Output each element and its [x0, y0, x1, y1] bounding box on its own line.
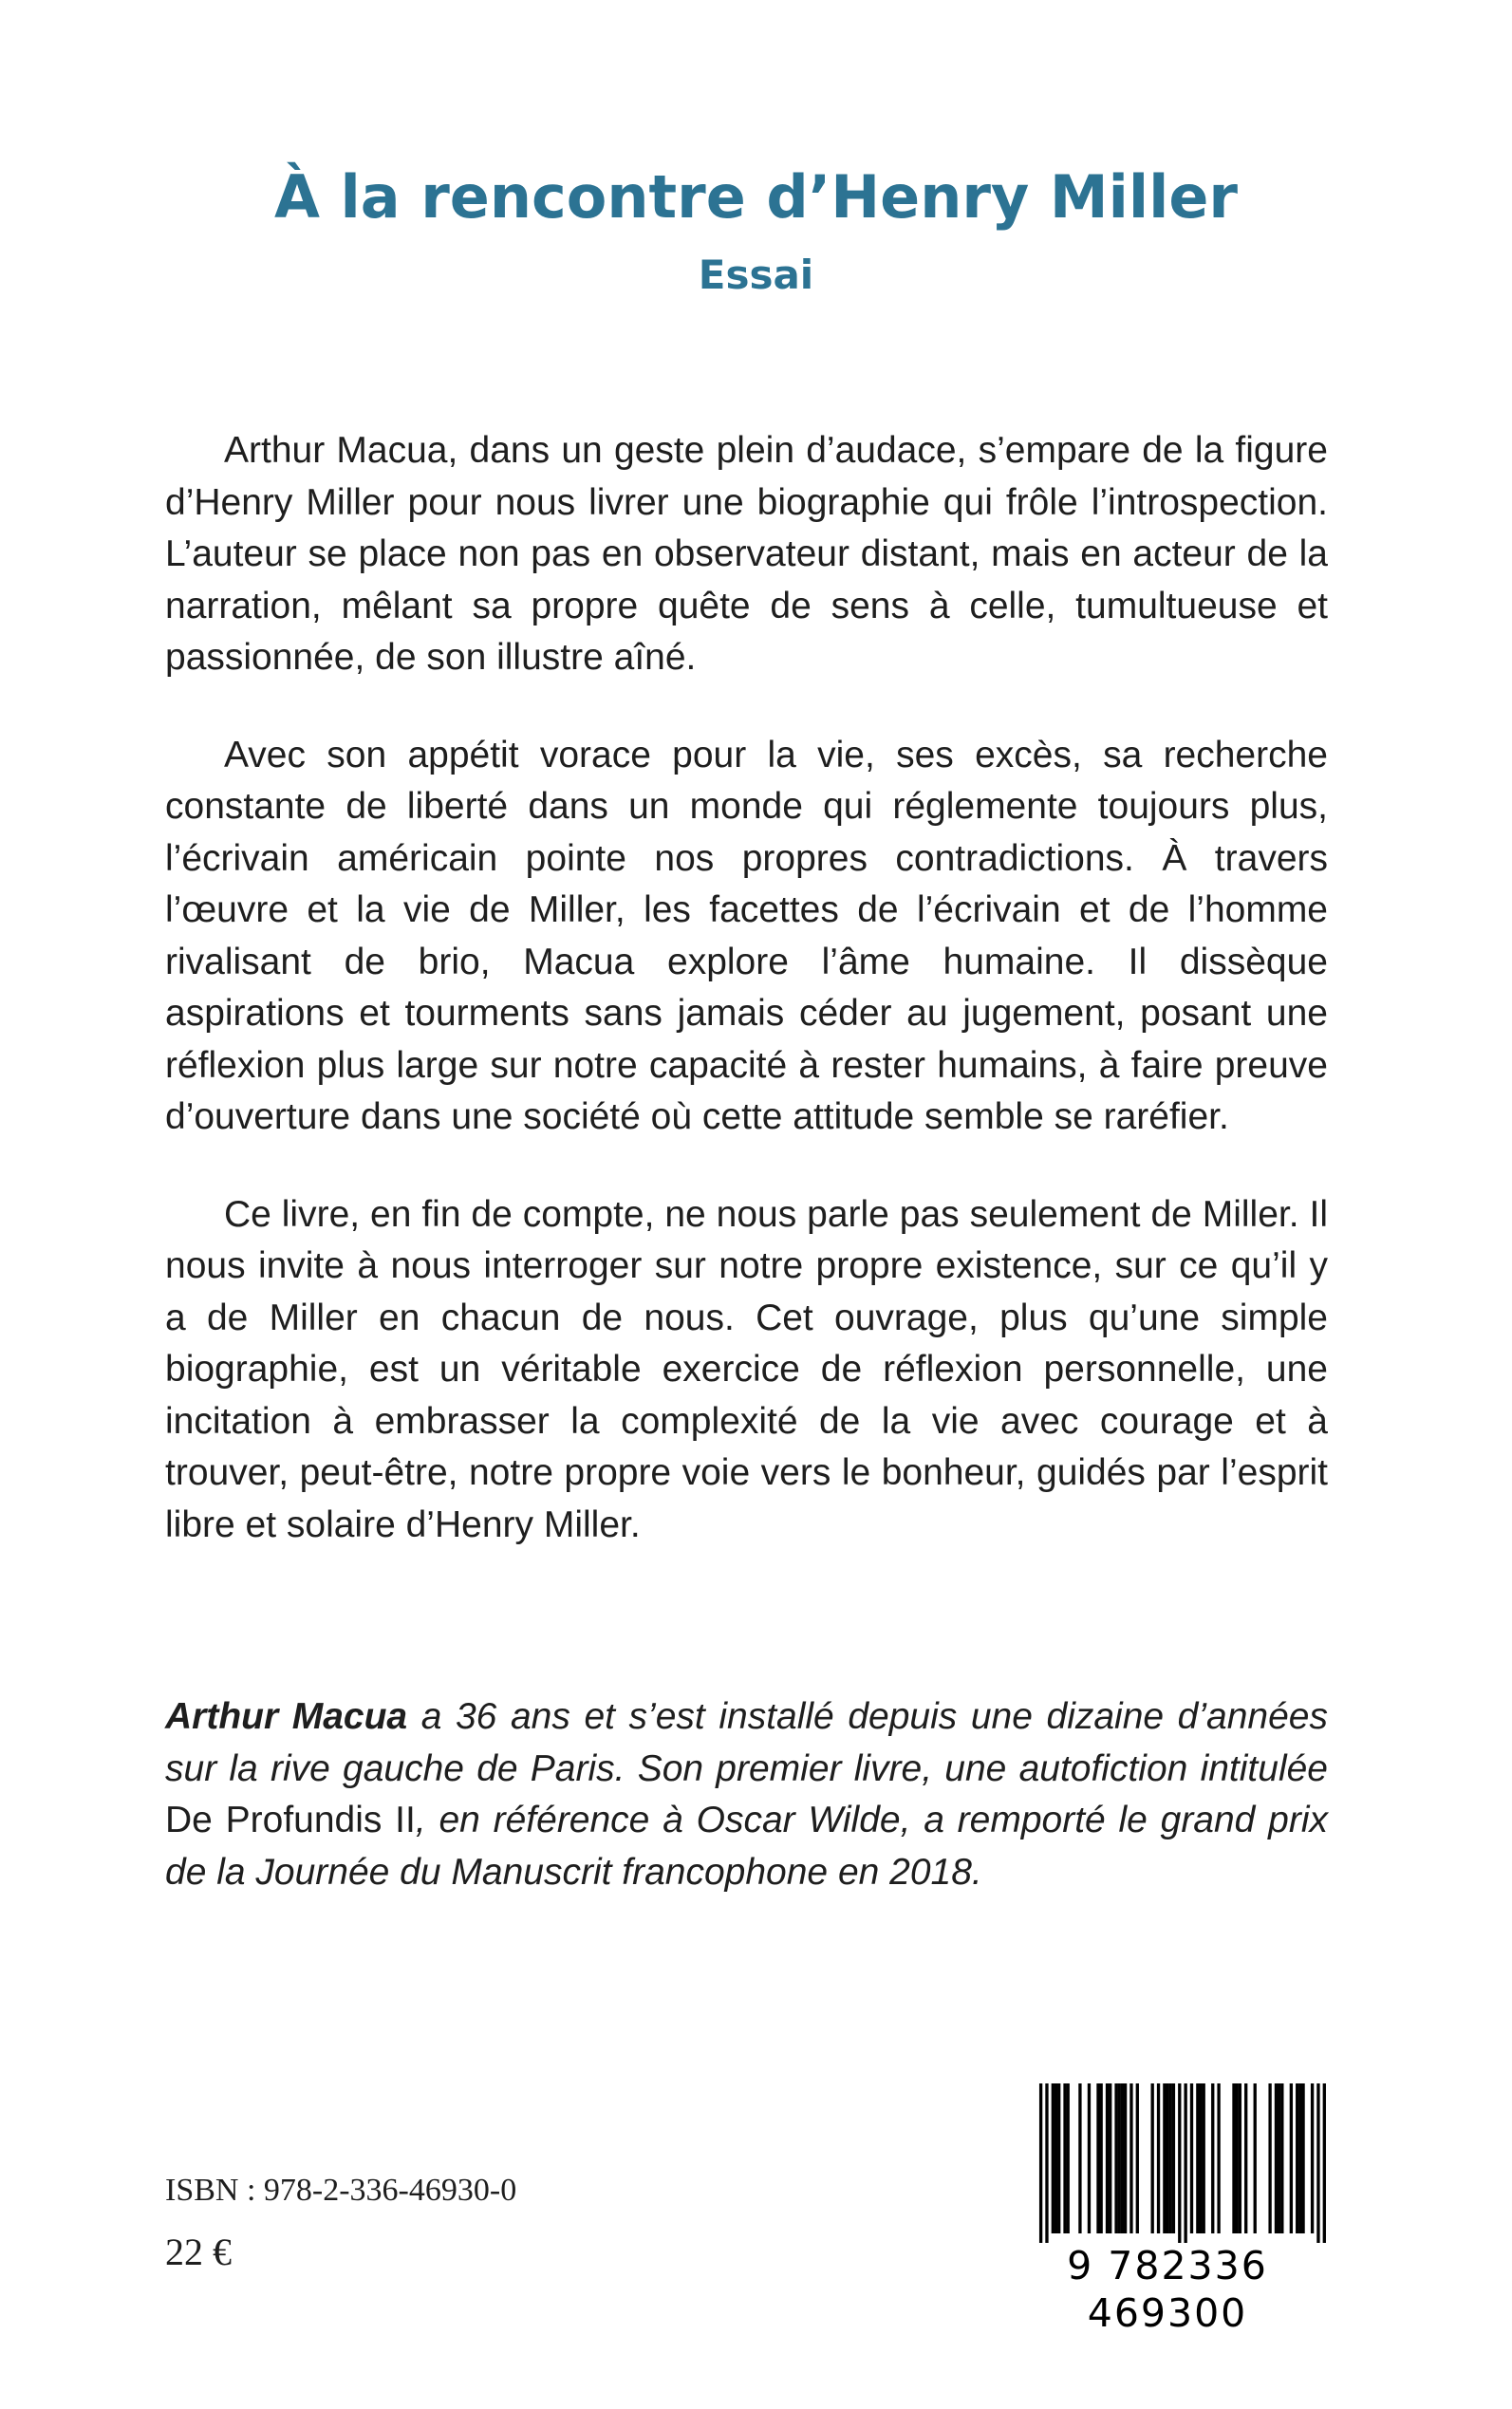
- barcode-bar: [1254, 2083, 1257, 2233]
- barcode-bar: [1118, 2083, 1121, 2233]
- barcode-bar: [1217, 2083, 1220, 2233]
- author-bio-text-1: a 36 ans et s’est installé depuis une dizaine d’années sur la rive gauche de Paris. Son premier livre, une autofiction intitulée: [165, 1696, 1328, 1789]
- barcode-bar: [1323, 2083, 1326, 2243]
- barcode-bar: [1316, 2083, 1319, 2243]
- barcode-bar: [1290, 2083, 1293, 2233]
- barcode-bar: [1244, 2083, 1247, 2233]
- barcode-bar: [1057, 2083, 1060, 2233]
- barcode-bar: [1275, 2083, 1278, 2233]
- author-previous-book-title: De Profundis II: [165, 1800, 416, 1840]
- barcode-bar: [1124, 2083, 1127, 2233]
- barcode-bar: [1157, 2083, 1160, 2233]
- barcode-bar: [1088, 2083, 1091, 2233]
- barcode-bar: [1166, 2083, 1168, 2233]
- barcode-bar: [1301, 2083, 1304, 2233]
- barcode-bar: [1268, 2083, 1271, 2233]
- barcode-bar: [1239, 2083, 1241, 2233]
- price: 22 €: [165, 2231, 232, 2273]
- barcode-bar: [1078, 2083, 1081, 2233]
- barcode-bar: [1121, 2083, 1124, 2233]
- barcode-digits: 9 782336 469300: [1067, 2243, 1268, 2336]
- barcode-bar: [1184, 2083, 1186, 2243]
- barcode-bar: [1045, 2083, 1048, 2243]
- blurb-paragraph-1: Arthur Macua, dans un geste plein d’audace, s’empare de la figure d’Henry Miller pour nous livrer une biographie qui frôle l’introspection. L’auteur se place non pas en observateur distant, mais en acteur de la narration, mêlant sa propre quête de sens à celle, tumultueuse et passionnée, de son illustre aîné.: [165, 430, 1328, 678]
- isbn: ISBN : 978-2-336-46930-0: [165, 2173, 517, 2208]
- barcode-bar: [1199, 2083, 1202, 2233]
- barcode-bar: [1190, 2083, 1193, 2233]
- barcode-bar: [1067, 2083, 1070, 2233]
- barcode-bar: [1114, 2083, 1117, 2233]
- barcode-bar: [1100, 2083, 1103, 2233]
- book-genre: Essai: [698, 252, 814, 298]
- barcode-bar: [1106, 2083, 1109, 2233]
- barcode-bar: [1052, 2083, 1055, 2233]
- barcode-bar: [1109, 2083, 1111, 2233]
- author-bio-text-2: , en référence à Oscar Wilde, a remporté le grand prix de la Journée du Manuscrit francophone en 2018.: [165, 1800, 1328, 1893]
- author-bio: [165, 1691, 1328, 1898]
- barcode-bar: [1151, 2083, 1154, 2233]
- barcode-bar: [1178, 2083, 1181, 2243]
- barcode-bar: [1298, 2083, 1301, 2233]
- barcode-bar: [1136, 2083, 1139, 2233]
- barcode-bar: [1096, 2083, 1099, 2233]
- blurb-paragraph-2: Avec son appétit vorace pour la vie, ses excès, sa recherche constante de liberté dans un monde qui réglemente toujours plus, l’écrivain américain pointe nos propres contradictions. À travers l’œuvre et la vie de Miller, les facettes de l’écrivain et de l’homme rivalisant de brio, Macua explore l’âme humaine. Il dissèque aspirations et tourments sans jamais céder au jugement, posant une réflexion plus large sur notre capacité à rester humains, à faire preuve d’ouverture dans une société où cette attitude semble se raréfier.: [165, 734, 1328, 1137]
- barcode-bar: [1039, 2083, 1042, 2243]
- barcode-bar: [1063, 2083, 1066, 2233]
- barcode-bar: [1129, 2083, 1132, 2233]
- barcode-bar: [1232, 2083, 1235, 2233]
- barcode-bar: [1163, 2083, 1166, 2233]
- barcode-bar: [1211, 2083, 1214, 2233]
- barcode-bar: [1311, 2083, 1314, 2233]
- blurb: [165, 425, 1328, 1597]
- barcode-bar: [1280, 2083, 1283, 2233]
- author-name: Arthur Macua: [165, 1696, 408, 1737]
- barcode-bar: [1196, 2083, 1199, 2233]
- barcode-bar: [1169, 2083, 1172, 2233]
- book-title: À la rencontre d’Henry Miller: [273, 162, 1238, 232]
- blurb-paragraph-3: Ce livre, en fin de compte, ne nous parle pas seulement de Miller. Il nous invite à nous interroger sur notre propre existence, sur ce qu’il y a de Miller en chacun de nous. Cet ouvrage, plus qu’une simple biographie, est un véritable exercice de réflexion personnelle, une incitation à embrasser la complexité de la vie avec courage et à trouver, peut-être, notre propre voie vers le bonheur, guidés par l’esprit libre et solaire d’Henry Miller.: [165, 1193, 1328, 1545]
- barcode-bar: [1278, 2083, 1280, 2233]
- barcode-bars: [1006, 2083, 1329, 2243]
- barcode-bar: [1203, 2083, 1205, 2233]
- barcode-bar: [1296, 2083, 1298, 2233]
- barcode-bar: [1055, 2083, 1057, 2233]
- barcode-bar: [1236, 2083, 1239, 2233]
- barcode-bar: [1172, 2083, 1175, 2233]
